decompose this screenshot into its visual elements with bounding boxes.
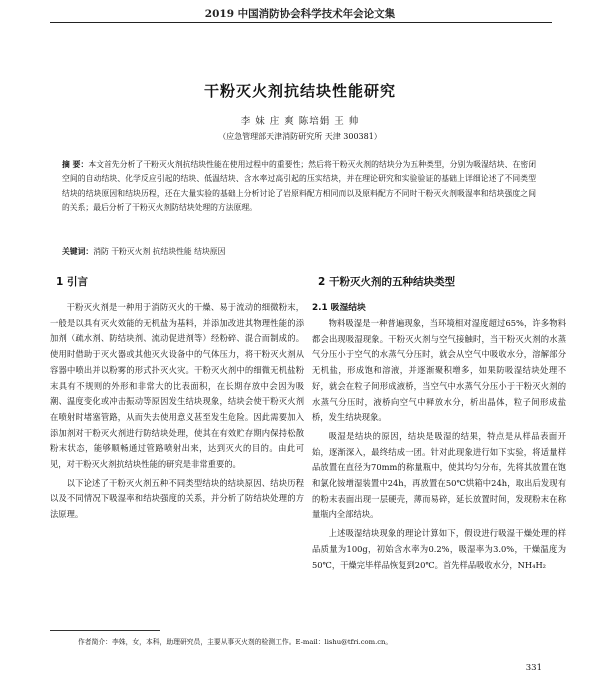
right-column <box>312 274 566 576</box>
footnote-rule <box>50 630 160 631</box>
running-header: 2019 中国消防协会科学技术年会论文集 <box>204 8 396 20</box>
affiliation: （应急管理部天津消防研究所 天津 300381） <box>218 132 382 141</box>
section-2-paragraph: 上述吸湿结块现象的理论计算如下，假设进行吸湿干燥处理的样品质量为100g，初始含水率为0.2%，吸湿率为3.0%，干燥温度为50℃，干燥完毕样品恢复到20℃。首先样品吸收水分，NH₄H₂ <box>312 528 566 570</box>
authors: 李 妹 庄 爽 陈培娟 王 帅 <box>240 116 360 127</box>
abstract-label: 摘 要： <box>62 160 89 169</box>
section-1-heading: 1 引言 <box>56 276 88 288</box>
left-column <box>50 274 304 526</box>
keywords <box>62 245 536 259</box>
section-1-paragraph: 干粉灭火剂是一种用于消防灭火的干燥、易于流动的细微粉末，一般是以具有灭火效能的无机盐为基料，并添加改进其物理性能的添加剂（疏水剂、防结块剂、流动促进剂等）经粉碎、混合而制成的。使用时借助于灭火器或其他灭火设备中的气体压力，将干粉灭火剂从容器中喷出并以粉雾的形式扑灭火灾。干粉灭火剂中的细微无机盐粉末具有不规则的外形和非常大的比表面积，在长期存放中会因为吸潮、温度变化或冲击振动等原因发生结块现象，结块会使干粉灭火剂在喷射时堵塞管路，从而失去使用意义甚至发生危险。因此需要加入添加剂对干粉灭火剂进行防结块处理，使其在有效贮存期内保持松散粉末状态，能够顺畅通过管路喷射出来，达到灭火的目的。由此可见，对干粉灭火剂抗结块性能的研究是非常重要的。 <box>50 302 304 470</box>
section-1-paragraph: 以下论述了干粉灭火剂五种不同类型结块的结块原因、结块历程以及不同情况下吸湿率和结块强度的关系，并分析了防结块处理的方法原理。 <box>50 477 304 520</box>
page-number: 331 <box>525 663 542 673</box>
section-2-1-heading: 2.1 吸湿结块 <box>312 303 366 313</box>
abstract <box>62 158 536 215</box>
section-2-heading: 2 干粉灭火剂的五种结块类型 <box>318 276 455 288</box>
section-2-paragraph: 吸湿是结块的原因，结块是吸湿的结果，特点是从样品表面开始，逐渐深入，最终结成一团。针对此现象进行如下实验，将适量样品放置在直径为70mm的称量瓶中，使其均匀分布，先将其放置在饱和氯化铵增湿装置中24h，再放置在50℃烘箱中24h，取出后发现有的粉末表面出现一层硬壳，薄而易碎，延长放置时间，发现粉末在称量瓶内全部结块。 <box>312 430 566 520</box>
keywords-label: 关键词： <box>62 247 94 256</box>
keywords-text: 消防 干粉灭火剂 抗结块性能 结块原因 <box>93 247 226 256</box>
abstract-text: 本文首先分析了干粉灭火剂抗结块性能在使用过程中的重要性；然后将干粉灭火剂的结块分为五种类型，分别为吸湿结块、在密闭空间的自动结块、化学反应引起的结块、低温结块、含水率过高引起的压实结块，并在理论研究和实验验证的基础上详细论述了不同类型结块的结块原因和结块历程，还在大量实验的基础上分析讨论了岩原料配方相同而以及原料配方不同时干粉灭火剂吸湿率和结块强度之间的关系；最后分析了干粉灭火剂防结块处理的方法原理。 <box>62 160 536 212</box>
paper-title: 干粉灭火剂抗结块性能研究 <box>203 82 396 100</box>
section-2-paragraph: 物料吸湿是一种普遍现象，当环境相对湿度超过65%，许多物料都会出现吸湿现象。干粉灭火剂与空气接触时，当干粉灭火剂的水蒸气分压小于空气的水蒸气分压时，就会从空气中吸收水分，溶解部分无机盐，形成饱和溶液，并逐渐聚积增多，如果防吸湿结块处理不好，就会在粒子间形成液桥，当空气中水蒸气分压小于干粉灭火剂的水蒸气分压时，液桥向空气中释放水分，析出晶体，粒子间形成盐桥，发生结块现象。 <box>312 318 566 423</box>
header-rule <box>50 22 552 23</box>
author-footnote: 作者简介：李姝，女，本科，助理研究员，主要从事灭火剂的检测工作。E-mail：lishu@tfri.com.cn。 <box>78 638 393 646</box>
